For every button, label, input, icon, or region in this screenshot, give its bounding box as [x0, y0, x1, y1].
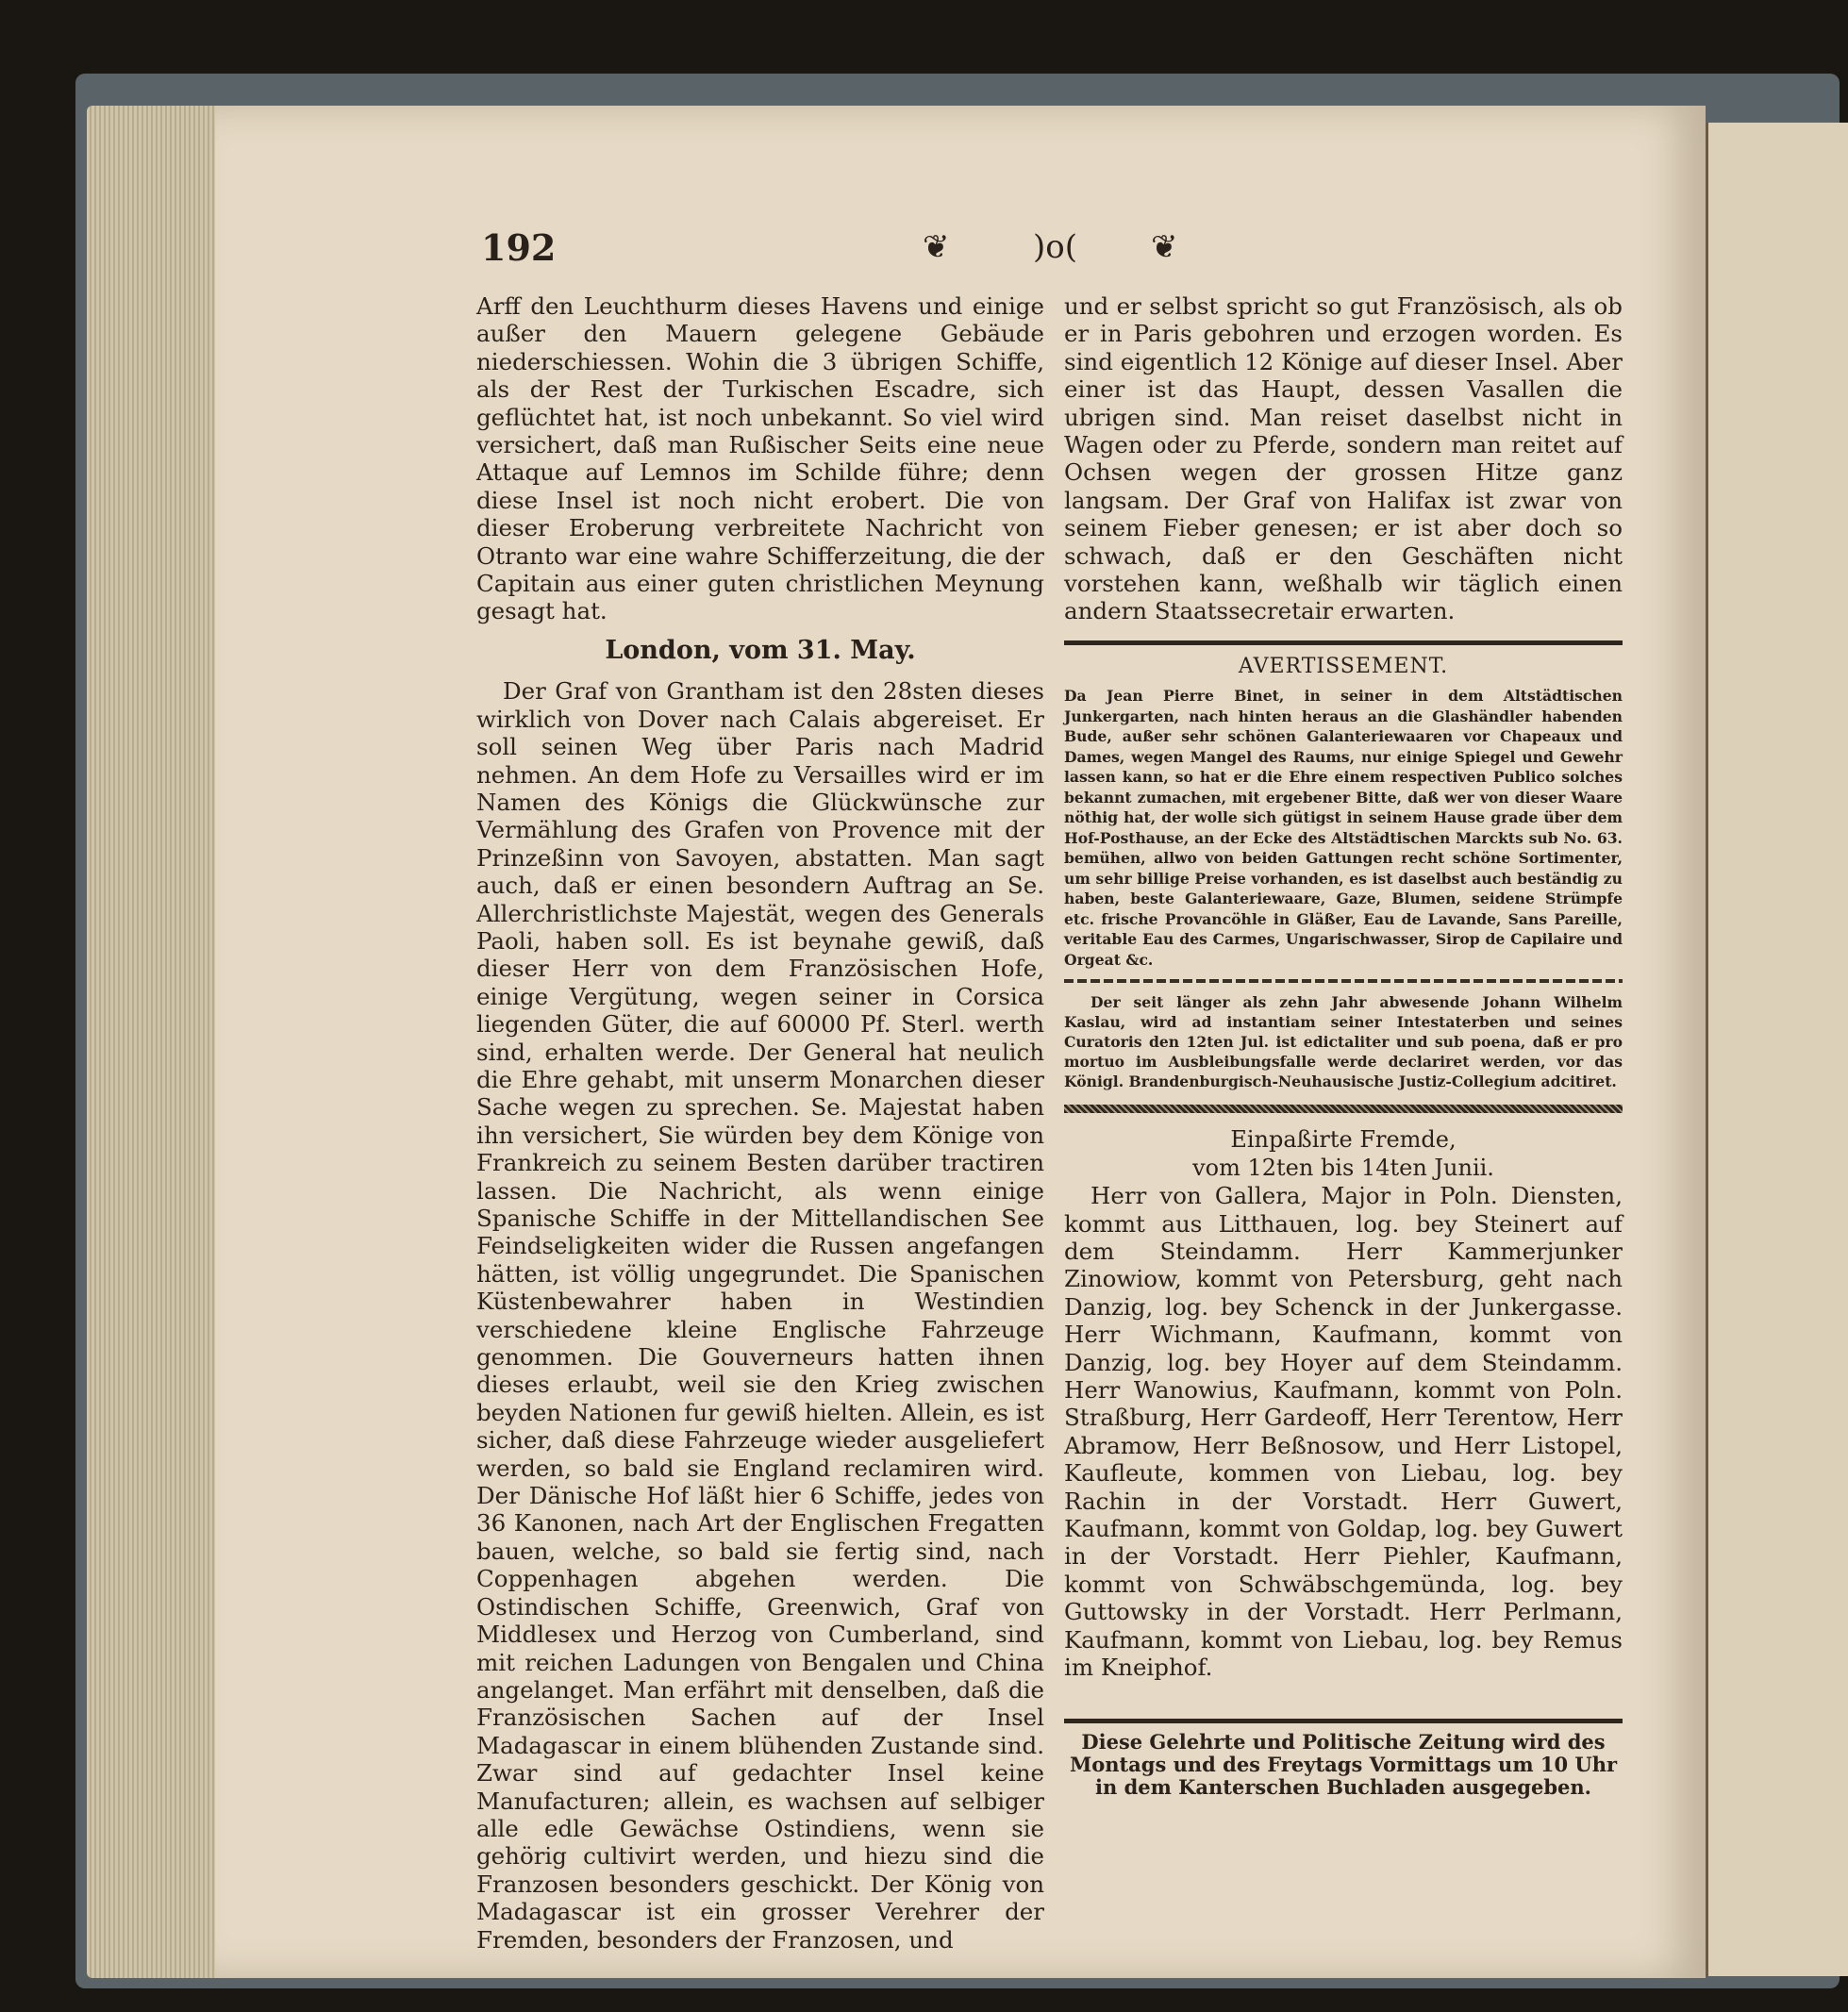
divider — [1064, 979, 1623, 983]
divider — [1064, 1105, 1623, 1113]
article-paragraph: und er selbst spricht so gut Französisch, als ob er in Paris gebohren und erzogen worden. Es sind eigentlich 12 Könige auf dieser Insel. Aber einer ist das Haupt, dessen Vasallen die ubrigen sind. Man reiset daselbst nicht in Wagen oder zu Pferde, sondern man reitet auf Ochsen wegen der grossen Hitze ganz langsam. Der Graf von Halifax ist zwar von seinem Fieber genesen; er ist aber doch so schwach, daß er den Geschäften nicht vorstehen kann, weßhalb wir täglich einen andern Staatssecretair erwarten. — [1064, 292, 1623, 625]
fleuron-icon: ❦ — [1151, 228, 1178, 266]
legal-notice: Der seit länger als zehn Jahr abwesende Johann Wilhelm Kaslau, wird ad instantiam seiner Intestaterben und seines Curatoris den 12ten Jul. ist edictaliter und sub poena, daß er pro mortuo im Ausbleibungsfalle werde declariret werden, vor das Königl. Brandenburgisch-Neuhausische Justiz-Collegium adcitiret. — [1064, 993, 1623, 1091]
page-header — [481, 226, 1641, 274]
dateline-london: London, vom 31. May. — [605, 635, 916, 665]
facing-page-edge — [1706, 123, 1848, 1976]
arrivals-list: Herr von Gallera, Major in Poln. Diensten, kommt aus Litthauen, log. bey Steinert auf dem Steindamm. Herr Kammerjunker Zinowiow, kommt von Petersburg, geht nach Danzig, log. bey Schenck in der Junkergasse. Herr Wichmann, Kaufmann, kommt von Danzig, log. bey Hoyer auf dem Steindamm. Herr Wanowius, Kaufmann, kommt von Poln. Straßburg, Herr Gardeoff, Herr Terentow, Herr Abramow, Herr Beßnosow, und Herr Listopel, Kaufleute, kommen von Liebau, log. bey Rachin in der Vorstadt. Herr Guwert, Kaufmann, kommt von Goldap, log. bey Guwert in der Vorstadt. Herr Piehler, Kaufmann, kommt von Schwäbschgemünda, log. bey Guttowsky in der Vorstadt. Herr Perlmann, Kaufmann, kommt von Liebau, log. bey Remus im Kneiphof. — [1064, 1182, 1623, 1681]
page-number: 192 — [481, 226, 557, 269]
article-paragraph: Arff den Leuchthurm dieses Havens und einige außer den Mauern gelegene Gebäude niederschiessen. Wohin die 3 übrigen Schiffe, als der Rest der Turkischen Escadre, sich geflüchtet hat, ist noch unbekannt. So viel wird versichert, daß man Rußischer Seits eine neue Attaque auf Lemnos im Schilde führe; denn diese Insel ist noch nicht erobert. Die von dieser Eroberung verbreitete Nachricht von Otranto war eine wahre Schifferzeitung, die der Capitain aus einer guten christlichen Meynung gesagt hat. — [476, 292, 1044, 625]
left-column — [476, 292, 1044, 1954]
divider — [1064, 640, 1623, 645]
arrivals-heading: Einpaßirte Fremde, — [1230, 1126, 1457, 1154]
advertisement-heading: AVERTISSEMENT. — [1238, 654, 1449, 678]
advertisement-text: Da Jean Pierre Binet, in seiner in dem Altstädtischen Junkergarten, nach hinten heraus an die Glashändler habenden Bude, außer sehr schönen Galanteriewaaren vor Chapeaux und Dames, wegen Mangel des Raums, nur einige Spiegel und Gewehr lassen kann, so hat er die Ehre einem respectiven Publico solches bekannt zumachen, mit ergebener Bitte, daß wer von dieser Waare nöthig hat, der wolle sich gütigst in seinem Hause grade über dem Hof-Posthause, an der Ecke des Altstädtischen Marckts sub No. 63. bemühen, allwo von beiden Gattungen recht schöne Sortimenter, um sehr billige Preise vorhanden, es ist daselbst auch beständig zu haben, beste Galanteriewaare, Gaze, Blumen, seidene Strümpfe etc. frische Provancöhle in Gläßer, Eau de Lavande, Sans Pareille, veritable Eau des Carmes, Ungarischwasser, Sirop de Capilaire und Orgeat &c. — [1064, 687, 1623, 969]
divider — [1064, 1719, 1623, 1723]
arrivals-dates: vom 12ten bis 14ten Junii. — [1192, 1154, 1494, 1181]
right-column — [1064, 292, 1623, 1799]
page-edges — [87, 106, 228, 1978]
header-mark: )o( — [1033, 228, 1077, 266]
publication-note: Diese Gelehrte und Politische Zeitung wird des Montags und des Freytags Vormittags um 10 Uhr in dem Kanterschen Buchladen ausgegeben. — [1069, 1730, 1618, 1800]
article-paragraph: Der Graf von Grantham ist den 28sten dieses wirklich von Dover nach Calais abgereiset. Er soll seinen Weg über Paris nach Madrid nehmen. An dem Hofe zu Versailles wird er im Namen des Königs die Glückwünsche zur Vermählung des Grafen von Provence mit der Prinzeßinn von Savoyen, abstatten. Man sagt auch, daß er einen besondern Auftrag an Se. Allerchristlichste Majestät, wegen des Generals Paoli, haben soll. Es ist beynahe gewiß, daß dieser Herr von dem Französischen Hofe, einige Vergütung, wegen seiner in Corsica liegenden Güter, die auf 60000 Pf. Sterl. werth sind, erhalten werde. Der General hat neulich die Ehre gehabt, mit unserm Monarchen dieser Sache wegen zu sprechen. Se. Majestat haben ihn versichert, Sie würden bey dem Könige von Frankreich zu seinem Besten darüber tractiren lassen. Die Nachricht, als wenn einige Spanische Schiffe in der Mittellandischen See Feindseligkeiten wider die Russen angefangen hätten, ist völlig ungegrundet. Die Spanischen Küstenbewahrer haben in Westindien verschiedene kleine Englische Fahrzeuge genommen. Die Gouverneurs hatten ihnen dieses erlaubt, weil sie den Krieg zwischen beyden Nationen fur gewiß hielten. Allein, es ist sicher, daß diese Fahrzeuge wieder ausgeliefert werden, so bald sie England reclamiren wird. Der Dänische Hof läßt hier 6 Schiffe, jedes von 36 Kanonen, nach Art der Englischen Fregatten bauen, welche, so bald sie fertig sind, nach Coppenhagen abgehen werden. Die Ostindischen Schiffe, Greenwich, Graf von Middlesex und Herzog von Cumberland, sind mit reichen Ladungen von Bengalen und China angelanget. Man erfährt mit denselben, daß die Französischen Sachen auf der Insel Madagascar in einem blühenden Zustande sind. Zwar sind auf gedachter Insel keine Manufacturen; allein, es wachsen auf selbiger alle edle Gewächse Ostindiens, wenn sie gehörig cultivirt werden, und hiezu sind die Franzosen besonders geschickt. Der König von Madagascar ist ein grosser Verehrer der Fremden, besonders der Franzosen, und — [476, 677, 1044, 1954]
fleuron-icon: ❦ — [923, 228, 950, 266]
